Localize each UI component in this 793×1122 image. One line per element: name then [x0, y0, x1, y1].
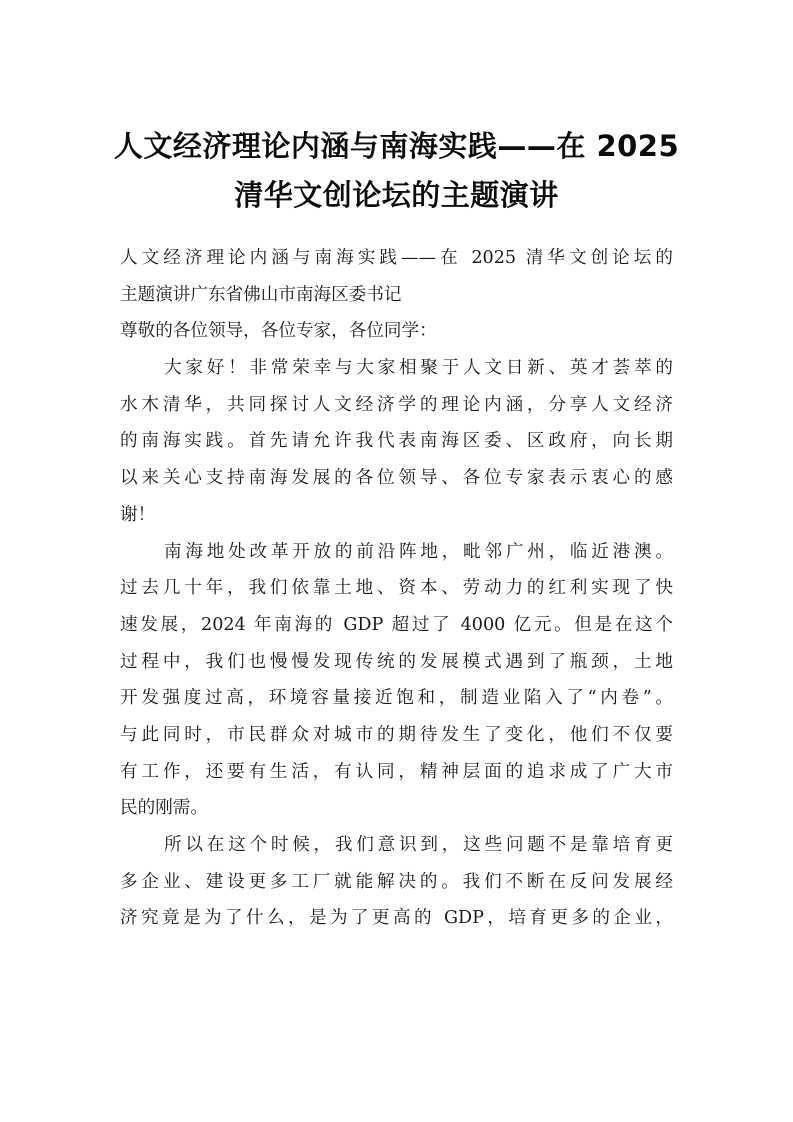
document-body: [120, 240, 673, 937]
paragraph-line: 南海地处改革开放的前沿阵地，毗邻广州，临近港澳。: [164, 541, 673, 562]
paragraph-line: 民的刚需。: [120, 798, 208, 819]
paragraph-line: 速发展，2024 年南海的 GDP 超过了 4000 亿元。但是在这个: [120, 614, 673, 635]
paragraph-line: 多企业、建设更多工厂就能解决的。我们不断在反问发展经: [120, 871, 673, 892]
paragraph-line: 谢！: [120, 504, 156, 525]
salutation-line: 尊敬的各位领导，各位专家，各位同学：: [120, 321, 437, 342]
paragraph-subtitle-line: 主题演讲广东省佛山市南海区委书记: [120, 284, 402, 305]
paragraph-line: 以来关心支持南海发展的各位领导、各位专家表示衷心的感: [120, 468, 673, 489]
paragraph-line: 开发强度过高，环境容量接近饱和，制造业陷入了“内卷”。: [120, 688, 673, 709]
paragraph-line: 有工作，还要有生活，有认同，精神层面的追求成了广大市: [120, 761, 673, 782]
paragraph-line: 水木清华，共同探讨人文经济学的理论内涵，分享人文经济: [120, 394, 673, 415]
paragraph-line: 大家好！非常荣幸与大家相聚于人文日新、英才荟萃的: [164, 358, 673, 379]
title-line-2: 清华文创论坛的主题演讲: [234, 178, 559, 212]
paragraph-line: 与此同时，市民群众对城市的期待发生了变化，他们不仅要: [120, 724, 673, 745]
document-title: [100, 122, 693, 220]
title-line-1: 人文经济理论内涵与南海实践——在 2025: [113, 129, 680, 163]
paragraph-line: 过去几十年，我们依靠土地、资本、劳动力的红利实现了快: [120, 578, 673, 599]
paragraph-line: 济究竟是为了什么，是为了更高的 GDP，培育更多的企业，: [120, 908, 673, 929]
paragraph-line: 所以在这个时候，我们意识到，这些问题不是靠培育更: [164, 835, 673, 855]
paragraph-line: 过程中，我们也慢慢发现传统的发展模式遇到了瓶颈，土地: [120, 651, 673, 672]
paragraph-subtitle-line: 人文经济理论内涵与南海实践——在 2025 清华文创论坛的: [120, 248, 673, 268]
paragraph-line: 的南海实践。首先请允许我代表南海区委、区政府，向长期: [120, 431, 673, 452]
